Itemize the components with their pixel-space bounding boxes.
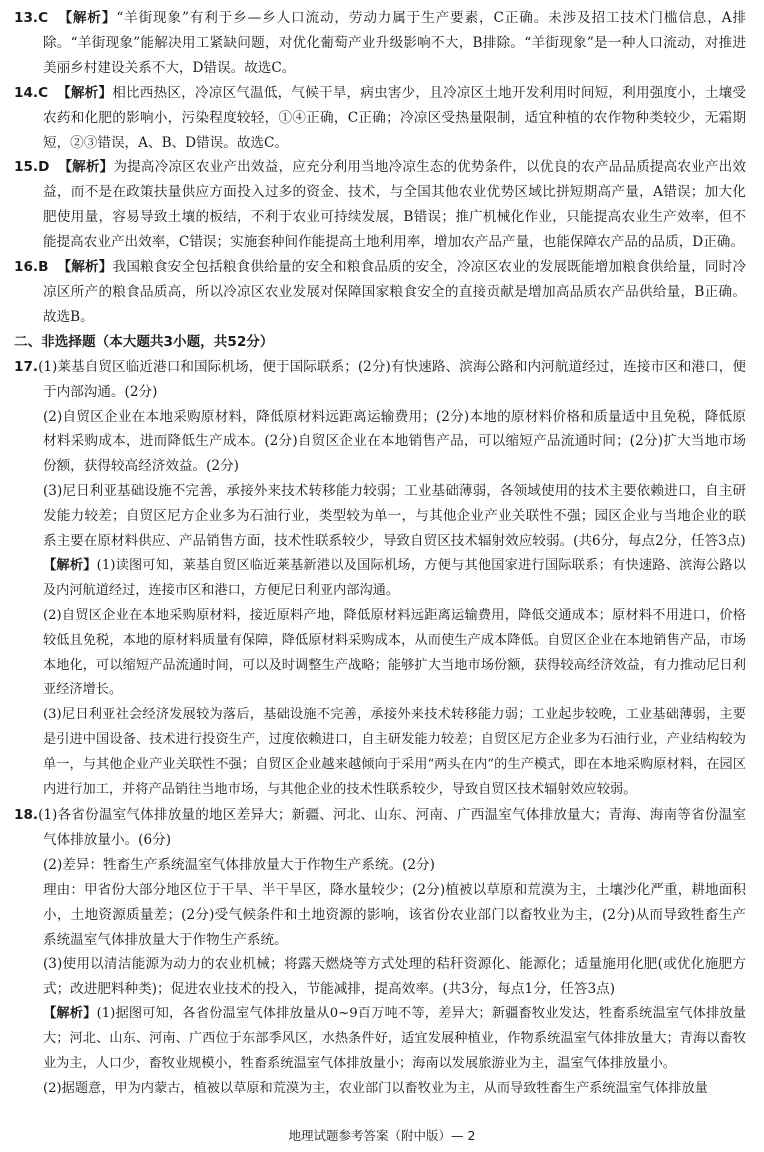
question-number: 16.B [14, 259, 49, 276]
question-number: 14.C [14, 84, 49, 101]
answer-text: 相比西热区，冷凉区气温低，气候干旱，病虫害少，且冷凉区土地开发利用时间短，利用强度小，土壤受农药和化肥的影响小，污染程度较轻，①④正确，C正确；冷凉区受热量限制，适宜种植的农作物种类较少，无霜期短，②③错误，A、B、D错误。故选C。 [43, 84, 747, 151]
analysis-text: (1)读图可知，莱基自贸区临近莱基新港以及国际机场，方便与其他国家进行国际联系；有快速路、滨海公路以及内河航道经过，连接市区和港口，方便尼日利亚内部沟通。 [43, 557, 746, 598]
answer-13 [14, 6, 746, 81]
answer-17-part-2: (2)自贸区企业在本地采购原材料，降低原材料远距离运输费用；(2分)本地的原材料价格和质量适中且免税，降低原材料采购成本，进而降低生产成本。(2分)自贸区企业在本地销售产品，可以缩短产品流通时间；(2分)扩大当地市场份额，获得较高经济效益。(2分) [43, 408, 746, 475]
answer-14 [14, 81, 746, 156]
answer-18-part-3: (3)使用以清洁能源为动力的农业机械；将露天燃烧等方式处理的秸秆资源化、能源化；适量施用化肥(或优化施肥方式；改进肥料种类)；促进农业技术的投入，节能减排，提高效率。(共3分，每点1分，任答3点) [43, 956, 746, 998]
answer-text: (1)莱基自贸区临近港口和国际机场，便于国际联系；(2分)有快速路、滨海公路和内河航道经过，连接市区和港口，便于内部沟通。(2分) [38, 358, 746, 400]
answer-16 [14, 255, 746, 330]
question-number: 17. [14, 358, 39, 375]
analysis-tag: 【解析】 [57, 84, 113, 101]
analysis-tag: 【解析】 [57, 259, 113, 276]
analysis-17-part-3: (3)尼日利亚社会经济发展较为落后，基础设施不完善，承接外来技术转移能力弱；工业起步较晚，工业基础薄弱，主要是引进中国设备、技术进行投资生产，过度依赖进口，自主研发能力较差；自贸区尼方企业多为石油行业，产业结构较为单一，与其他企业产业关联性不强；自贸区企业越来越倾向于采用“两头在内”的生产模式，即在本地采购原材料，在园区内进行加工，并将产品销往当地市场，与其他企业的技术性联系较少，导致自贸区技术辐射效应较弱。 [43, 707, 746, 798]
analysis-tag: 【解析】 [58, 159, 114, 176]
answer-18-part-1 [14, 803, 746, 853]
analysis-18-part-2: (2)据题意，甲为内蒙古，植被以草原和荒漠为主，农业部门以畜牧业为主，从而导致牲畜生产系统温室气体排放量 [43, 1080, 708, 1096]
analysis-18-part-1 [14, 1002, 746, 1077]
answer-text: 我国粮食安全包括粮食供给量的安全和粮食品质的安全，冷凉区农业的发展既能增加粮食供给量，同时冷凉区所产的粮食品质高，所以冷凉区农业发展对保障国家粮食安全的直接贡献是增加高品质农产品供给量，B正确。故选B。 [43, 259, 747, 325]
answer-17-part-1 [14, 355, 746, 405]
answer-text: “羊街现象”有利于乡—乡人口流动，劳动力属于生产要素，C正确。未涉及招工技术门槛信息，A排除。“羊街现象”能解决用工紧缺问题，对优化葡萄产业升级影响不大，B排除。“羊街现象”是一种人口流动，对推进美丽乡村建设关系不大，D错误。故选C。 [43, 10, 746, 76]
answer-text: (1)各省份温室气体排放量的地区差异大；新疆、河北、山东、河南、广西温室气体排放量大；青海、海南等省份温室气体排放量小。(6分) [38, 807, 746, 848]
analysis-text: (1)据图可知，各省份温室气体排放量从0~9百万吨不等，差异大；新疆畜牧业发达，牲畜系统温室气体排放量大；河北、山东、河南、广西位于东部季风区，水热条件好，适宜发展种植业，作物系统温室气体排放量大；青海以畜牧业为主，人口少，畜牧业规模小，牲畜系统温室气体排放量小；海南以发展旅游业为主，温室气体排放量小。 [43, 1006, 746, 1072]
analysis-tag: 【解析】 [43, 1006, 97, 1022]
answer-17-part-3: (3)尼日利亚基础设施不完善，承接外来技术转移能力较弱；工业基础薄弱，各领域使用的技术主要依赖进口，自主研发能力较差；自贸区尼方企业多为石油行业，类型较为单一，与其他企业产业关联性不强；园区企业与当地企业的联系主要在原材料供应、产品销售方面，技术性联系较少，导致自贸区技术辐射效应较弱。(共6分，每点2分，任答3点) [43, 483, 746, 550]
question-number: 15.D [14, 159, 50, 176]
analysis-17-part-2: (2)自贸区企业在本地采购原材料，接近原料产地，降低原材料远距离运输费用，降低交通成本；原材料不用进口，价格较低且免税，本地的原材料质量有保障，降低原材料采购成本，从而使生产成本降低。自贸区企业在本地销售产品，市场本地化，可以缩短产品流通时间，可以及时调整生产战略；能够扩大当地市场份额，获得较高经济效益，有力推动尼日利亚经济增长。 [43, 607, 746, 698]
section-heading: 二、非选择题（本大题共3小题，共52分） [14, 333, 274, 350]
answer-18-part-2: (2)差异：牲畜生产系统温室气体排放量大于作物生产系统。(2分) [43, 856, 435, 873]
answer-18-part-2-reason: 理由：甲省份大部分地区位于干旱、半干旱区，降水量较少；(2分)植被以草原和荒漠为主，土壤沙化严重，耕地面积小，土地资源质量差；(2分)受气候条件和土地资源的影响，该省份农业部门以畜牧业为主，(2分)从而导致牲畜生产系统温室气体排放量大于作物生产系统。 [43, 881, 746, 948]
question-number: 18. [14, 807, 39, 823]
analysis-tag: 【解析】 [58, 10, 117, 26]
page-footer: 地理试题参考答案（附中版）— 2 [288, 1128, 476, 1143]
question-number: 13.C [14, 10, 49, 26]
analysis-tag: 【解析】 [43, 557, 97, 573]
analysis-17-part-1 [14, 554, 746, 604]
answer-text: 为提高冷凉区农业产出效益，应充分利用当地冷凉生态的优势条件，以优良的农产品品质提高农业产出效益，而不是在政策扶量供应方面投入过多的资金、技术，与全国其他农业优势区域比拼短期高产量，A错误；加大化肥使用量，容易导致土壤的板结，不利于农业可持续发展，B错误；推广机械化作业，只能提高农业生产效率，但不能提高农业产出效率，C错误；实施套种间作能提高土地利用率，增加农产品产量，也能保障农产品的品质，D正确。 [43, 159, 746, 251]
answer-15 [14, 155, 746, 255]
